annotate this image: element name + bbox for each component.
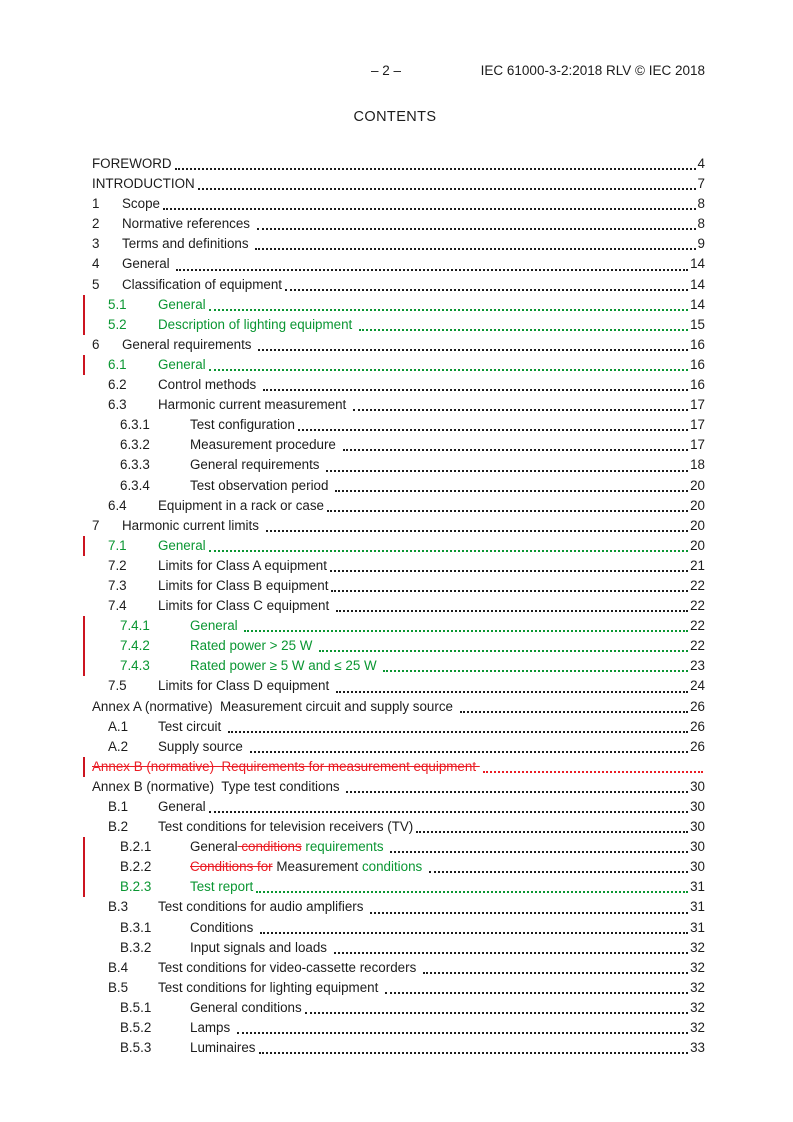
toc-page-number: 8: [697, 216, 705, 232]
toc-entry-title: Classification of equipment: [122, 276, 283, 292]
toc-entry-title: Control methods: [158, 377, 260, 393]
toc-page-number: 20: [690, 517, 705, 533]
toc-entry-title: Test observation period: [190, 477, 333, 493]
toc-entry-number: 7.2: [108, 557, 127, 573]
toc-entry-number: 7.3: [108, 577, 127, 593]
toc-entry-number: 4: [92, 256, 100, 272]
toc-entry: [92, 536, 705, 556]
toc-leader-dots: [175, 168, 696, 170]
toc-entry-title: Annex A (normative) Measurement circuit and supply source: [92, 698, 457, 714]
toc-leader-dots: [331, 590, 688, 592]
toc-entry-number: 6.1: [108, 356, 127, 372]
toc-leader-dots: [334, 952, 688, 954]
toc-entry: [92, 496, 705, 516]
toc-entry: [92, 616, 705, 636]
toc-leader-dots: [359, 329, 688, 331]
toc-entry-title: FOREWORD: [92, 156, 172, 171]
toc-entry-number: 5: [92, 276, 100, 292]
toc-entry-title: Test configuration: [190, 417, 295, 433]
toc-leader-dots: [460, 711, 688, 713]
toc-page-number: 32: [690, 939, 705, 955]
toc-entry-title: Conditions for Measurement conditions: [190, 859, 426, 875]
toc-entry-number: 6: [92, 336, 100, 352]
toc-entry: [92, 415, 705, 435]
toc-entry-title: General requirements: [190, 457, 324, 473]
toc-entry-title: INTRODUCTION: [92, 176, 195, 192]
page-number: – 2 –: [370, 63, 402, 78]
toc-entry-title: General: [190, 618, 242, 634]
toc-entry: [92, 174, 705, 194]
toc-page-number: 24: [690, 678, 705, 694]
toc-entry-title: Test conditions for lighting equipment: [158, 979, 383, 995]
toc-entry-title: Limits for Class C equipment: [158, 598, 333, 614]
toc-page-number: 16: [690, 356, 705, 372]
toc-leader-dots: [335, 490, 688, 492]
toc-entry-number: 7.4.1: [120, 618, 150, 634]
toc-page-number: 32: [690, 979, 705, 995]
toc-page-number: 26: [690, 718, 705, 734]
toc-entry: [92, 797, 705, 817]
toc-leader-dots: [353, 409, 688, 411]
toc-page-number: 30: [690, 778, 705, 794]
toc-entry-title: Scope: [122, 196, 160, 212]
toc-entry: [92, 837, 705, 857]
toc-leader-dots: [429, 871, 688, 873]
toc-leader-dots: [285, 289, 688, 291]
toc-entry: [92, 1038, 705, 1058]
toc-entry: [92, 254, 705, 274]
toc-leader-dots: [209, 550, 688, 552]
toc-entry: [92, 596, 705, 616]
toc-entry-number: 7.4.3: [120, 658, 150, 674]
toc-entry: [92, 214, 705, 234]
toc-leader-dots: [257, 228, 696, 230]
toc-entry-number: 6.3.3: [120, 457, 150, 473]
toc-leader-dots: [263, 389, 688, 391]
toc-entry: [92, 697, 705, 717]
toc-entry: [92, 717, 705, 737]
toc-leader-dots: [330, 570, 688, 572]
toc-entry: [92, 295, 705, 315]
toc-entry-title: General: [122, 256, 174, 272]
toc-entry-number: 6.3.4: [120, 477, 150, 493]
toc-entry-title: Harmonic current measurement: [158, 397, 350, 413]
toc-page-number: 4: [697, 156, 705, 171]
toc-page-number: 30: [690, 799, 705, 814]
document-reference: IEC 61000-3-2:2018 RLV © IEC 2018: [480, 63, 705, 78]
toc-entry-number: 6.3: [108, 397, 127, 413]
toc-entry-number: B.3.2: [120, 939, 152, 955]
toc-entry-number: 7.5: [108, 678, 127, 694]
toc-page-number: 33: [690, 1040, 705, 1056]
toc-leader-dots: [237, 1032, 688, 1034]
toc-entry-title: Luminaires: [190, 1040, 256, 1056]
toc-leader-dots: [327, 510, 688, 512]
toc-entry: [92, 395, 705, 415]
toc-entry: [92, 335, 705, 355]
toc-entry-number: B.2: [108, 819, 129, 835]
toc-entry-number: 7.4: [108, 598, 127, 614]
toc-leader-dots: [298, 429, 688, 431]
toc-entry-title: General conditions requirements: [190, 839, 388, 855]
toc-entry-title: Rated power ≥ 5 W and ≤ 25 W: [190, 658, 381, 674]
toc-page-number: 16: [690, 336, 705, 352]
toc-entry-title: Description of lighting equipment: [158, 316, 356, 332]
toc-entry: [92, 777, 705, 797]
toc-entry: [92, 757, 705, 777]
toc-entry: [92, 275, 705, 295]
toc-page-number: 22: [690, 577, 705, 593]
toc-entry: [92, 315, 705, 335]
toc-page-number: 26: [690, 698, 705, 714]
toc-leader-dots: [163, 208, 696, 210]
toc-entry: [92, 556, 705, 576]
toc-leader-dots: [385, 992, 688, 994]
toc-entry-number: 5.1: [108, 296, 127, 312]
toc-entry-title: Harmonic current limits: [122, 517, 263, 533]
toc-entry-title: Test conditions for video-cassette recorders: [158, 959, 420, 975]
toc-page-number: 32: [690, 999, 705, 1015]
toc-leader-dots: [209, 309, 688, 311]
toc-entry-title: Test conditions for audio amplifiers: [158, 899, 368, 915]
toc-page-number: 14: [690, 256, 705, 272]
toc-entry-number: B.3.1: [120, 919, 152, 935]
page-header: [0, 62, 793, 80]
toc-leader-dots: [370, 912, 688, 914]
toc-entry-title: Limits for Class D equipment: [158, 678, 333, 694]
toc-page-number: 17: [690, 417, 705, 433]
toc-leader-dots: [228, 731, 688, 733]
toc-leader-dots: [176, 269, 688, 271]
toc-entry-title: Normative references: [122, 216, 254, 232]
toc-page-number: 17: [690, 397, 705, 413]
toc-page-number: 20: [690, 537, 705, 553]
toc-entry: [92, 1018, 705, 1038]
toc-entry: [92, 938, 705, 958]
toc-page-number: 21: [690, 557, 705, 573]
toc-entry: [92, 897, 705, 917]
toc-page-number: 9: [697, 236, 705, 252]
toc-page-number: 26: [690, 738, 705, 754]
toc-page-number: 16: [690, 377, 705, 393]
toc-entry: [92, 676, 705, 696]
toc-entry-number: 6.4: [108, 497, 127, 513]
toc-entry-number: B.2.3: [120, 879, 152, 895]
toc-entry-title: Equipment in a rack or case: [158, 497, 324, 513]
toc-entry-title: Limits for Class B equipment: [158, 577, 329, 593]
toc-leader-dots: [326, 470, 688, 472]
toc-leader-dots: [256, 891, 688, 893]
toc-entry-title: General: [158, 356, 206, 372]
toc-entry: [92, 375, 705, 395]
toc-page-number: 30: [690, 859, 705, 875]
toc-entry-title: General: [158, 537, 206, 553]
toc-entry: [92, 817, 705, 837]
toc-entry: [92, 435, 705, 455]
toc-entry-number: 7: [92, 517, 100, 533]
toc-leader-dots: [305, 1012, 688, 1014]
toc-leader-dots: [255, 248, 695, 250]
toc-page-number: 31: [690, 919, 705, 935]
toc-entry-number: 7.4.2: [120, 638, 150, 654]
toc-entry: [92, 516, 705, 536]
toc-leader-dots: [198, 188, 696, 190]
toc-page-number: 15: [690, 316, 705, 332]
toc-entry-number: 6.3.1: [120, 417, 150, 433]
toc: [0, 154, 793, 1058]
toc-entry-title: Annex B (normative) Requirements for measurement equipment: [92, 758, 480, 774]
toc-leader-dots: [343, 449, 688, 451]
toc-entry: [92, 998, 705, 1018]
toc-entry: [92, 234, 705, 254]
toc-page-number: 7: [697, 176, 705, 192]
toc-leader-dots: [209, 811, 688, 813]
toc-entry: [92, 154, 705, 174]
toc-entry-title: Test report: [190, 879, 254, 895]
toc-entry-title: General conditions: [190, 999, 302, 1015]
toc-entry-number: B.5.1: [120, 999, 152, 1015]
toc-entry: [92, 958, 705, 978]
toc-entry-number: B.4: [108, 959, 129, 975]
contents-title: CONTENTS: [353, 109, 437, 125]
toc-entry-title: Rated power > 25 W: [190, 638, 317, 654]
toc-entry-number: 6.2: [108, 377, 127, 393]
toc-leader-dots: [258, 349, 688, 351]
toc-entry: [92, 636, 705, 656]
toc-page-number: 30: [690, 819, 705, 835]
toc-entry: [92, 737, 705, 757]
toc-entry-title: Annex B (normative) Type test conditions: [92, 778, 344, 794]
toc-entry-number: A.1: [108, 718, 129, 734]
toc-entry: [92, 355, 705, 375]
toc-entry-title: Input signals and loads: [190, 939, 331, 955]
toc-page-number: 17: [690, 437, 705, 453]
toc-page-number: 20: [690, 497, 705, 513]
toc-entry-number: B.3: [108, 899, 129, 915]
toc-leader-dots: [260, 932, 688, 934]
toc-entry: [92, 877, 705, 897]
toc-entry-number: 2: [92, 216, 100, 232]
toc-leader-dots: [259, 1052, 689, 1054]
toc-page-number: 32: [690, 959, 705, 975]
toc-entry: [92, 455, 705, 475]
toc-entry-number: 6.3.2: [120, 437, 150, 453]
toc-entry: [92, 656, 705, 676]
toc-entry-number: B.5: [108, 979, 129, 995]
toc-entry-title: Test conditions for television receivers (TV): [158, 819, 414, 835]
toc-entry: [92, 476, 705, 496]
toc-entry-title: General requirements: [122, 336, 256, 352]
toc-page-number: 31: [690, 879, 705, 895]
toc-entry-title: Measurement procedure: [190, 437, 340, 453]
toc-entry: [92, 194, 705, 214]
toc-entry-title: General: [158, 296, 206, 312]
toc-leader-dots: [319, 650, 688, 652]
toc-entry-title: Limits for Class A equipment: [158, 557, 327, 573]
toc-entry: [92, 857, 705, 877]
toc-entry-title: Conditions: [190, 919, 257, 935]
toc-entry-title: Supply source: [158, 738, 247, 754]
toc-page-number: 22: [690, 638, 705, 654]
toc-entry-number: A.2: [108, 738, 129, 754]
toc-entry: [92, 576, 705, 596]
toc-entry-number: B.5.3: [120, 1040, 152, 1056]
toc-entry-number: B.2.1: [120, 839, 152, 855]
toc-leader-dots: [346, 791, 688, 793]
toc-leader-dots: [416, 831, 688, 833]
toc-page-number: 18: [690, 457, 705, 473]
toc-page-number: 23: [690, 658, 705, 674]
toc-leader-dots: [390, 851, 688, 853]
toc-entry-title: Lamps: [190, 1020, 234, 1036]
toc-leader-dots: [336, 691, 688, 693]
toc-entry-title: Test circuit: [158, 718, 225, 734]
toc-page-number: 20: [690, 477, 705, 493]
toc-entry-number: 3: [92, 236, 100, 252]
toc-entry-number: 5.2: [108, 316, 127, 332]
toc-entry-title: General: [158, 799, 206, 814]
toc-leader-dots: [244, 630, 688, 632]
toc-page-number: 8: [697, 196, 705, 212]
toc-leader-dots: [483, 771, 703, 773]
toc-entry: [92, 978, 705, 998]
toc-page-number: 14: [690, 276, 705, 292]
toc-leader-dots: [250, 751, 689, 753]
toc-leader-dots: [336, 610, 688, 612]
toc-leader-dots: [266, 530, 688, 532]
toc-page-number: 31: [690, 899, 705, 915]
toc-entry-title: Terms and definitions: [122, 236, 253, 252]
toc-entry-number: 1: [92, 196, 100, 212]
toc-entry: [92, 918, 705, 938]
toc-page-number: 32: [690, 1020, 705, 1036]
toc-entry-number: B.1: [108, 799, 129, 814]
toc-page-number: 22: [690, 618, 705, 634]
toc-entry-number: B.5.2: [120, 1020, 152, 1036]
toc-leader-dots: [209, 369, 688, 371]
toc-entry-number: B.2.2: [120, 859, 152, 875]
toc-page-number: 14: [690, 296, 705, 312]
toc-leader-dots: [383, 670, 688, 672]
toc-page-number: 30: [690, 839, 705, 855]
toc-page-number: 22: [690, 598, 705, 614]
toc-leader-dots: [423, 972, 688, 974]
toc-entry-number: 7.1: [108, 537, 127, 553]
